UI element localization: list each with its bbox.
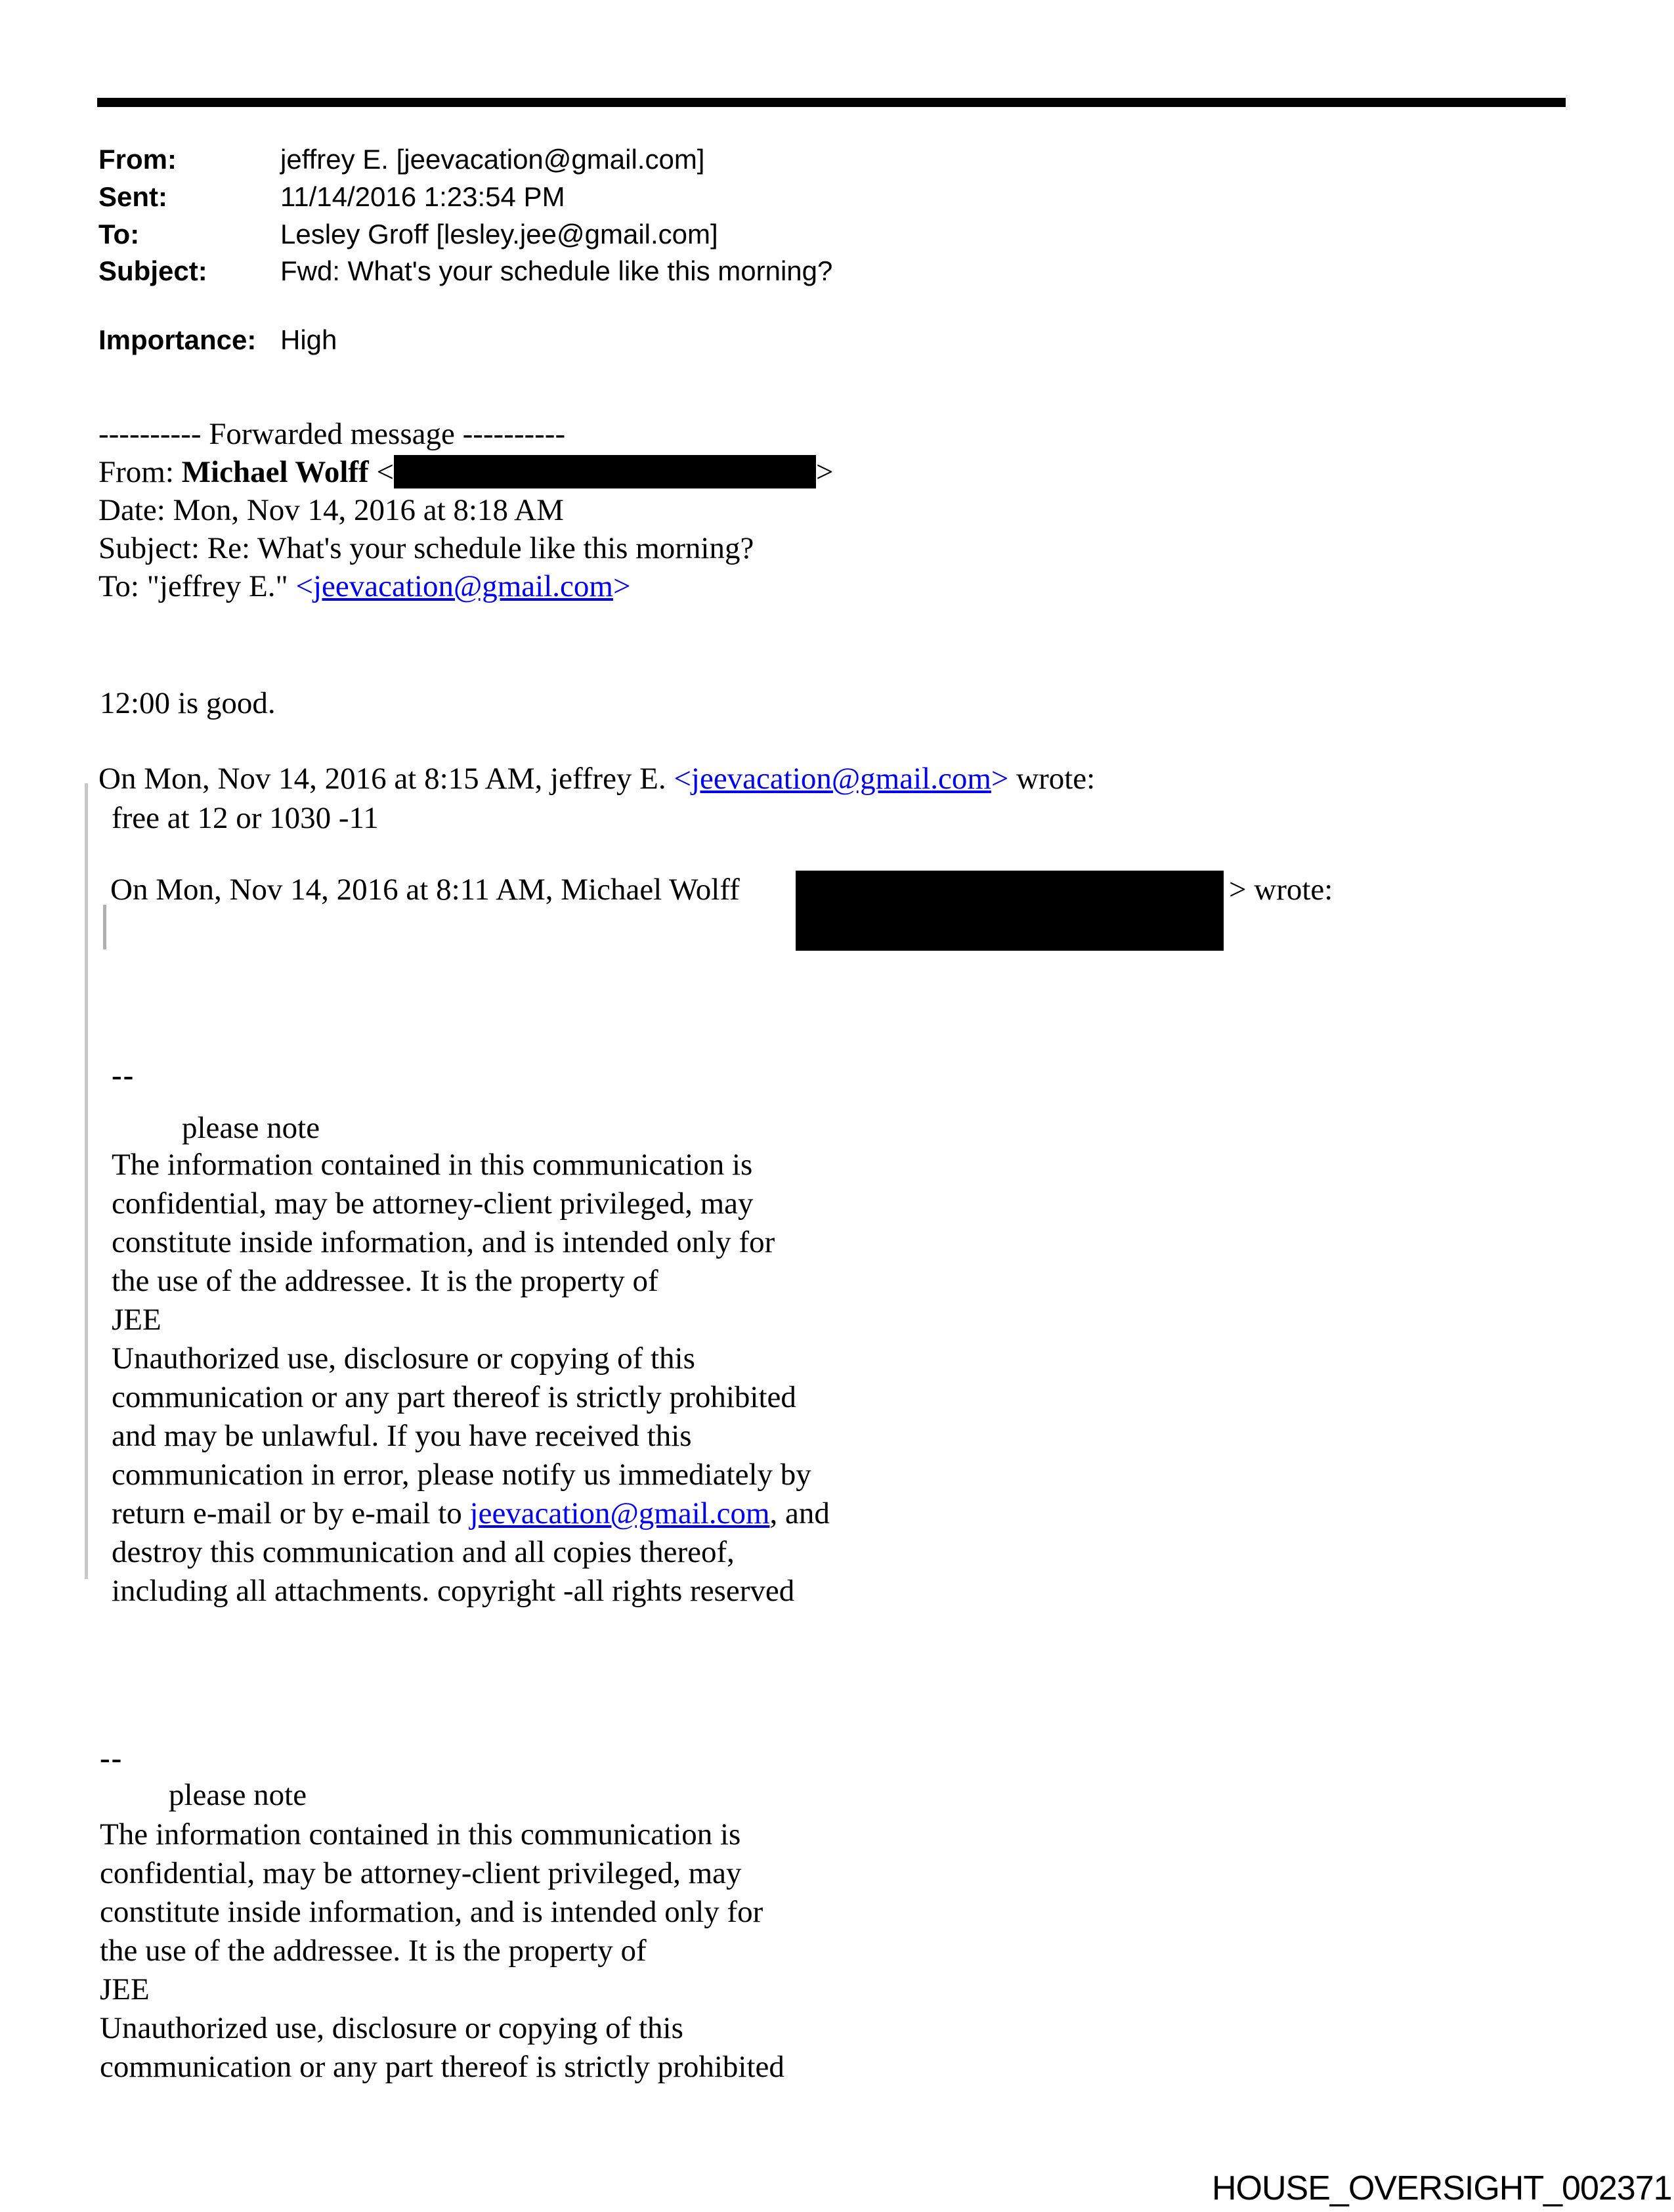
- forwarded-to-close-bracket: >: [612, 569, 631, 603]
- importance-label: Importance:: [98, 324, 257, 355]
- quote1-open-bracket: <: [674, 762, 691, 796]
- disclaimer-line: confidential, may be attorney-client privileged, may: [112, 1186, 754, 1221]
- to-label: To:: [98, 219, 140, 249]
- forwarded-subject-line: Subject: Re: What's your schedule like this morning?: [98, 531, 754, 565]
- forwarded-from-line: [98, 454, 833, 490]
- bates-number: HOUSE_OVERSIGHT_002371: [1212, 2169, 1672, 2207]
- forwarded-from-name: Michael Wolff: [181, 455, 369, 489]
- nested-quote-border-line: [103, 905, 106, 949]
- forwarded-from-close-bracket: >: [815, 455, 834, 489]
- disclaimer-line: the use of the addressee. It is the property of: [100, 1934, 647, 1968]
- signature2-note: please note: [169, 1778, 307, 1812]
- forwarded-to-line: [98, 568, 630, 605]
- quote1-header-prefix: On Mon, Nov 14, 2016 at 8:15 AM, jeffrey E.: [98, 762, 674, 796]
- top-divider-rule: [97, 98, 1566, 107]
- subject-value: Fwd: What's your schedule like this morning?: [280, 255, 833, 286]
- signature1-dashes: --: [112, 1058, 135, 1093]
- quote2-header-prefix: On Mon, Nov 14, 2016 at 8:11 AM, Michael Wolff: [110, 873, 740, 907]
- disclaimer-line: communication in error, please notify us immediately by: [112, 1458, 811, 1492]
- forwarded-divider: ---------- Forwarded message ----------: [98, 417, 566, 451]
- redaction-bar: [796, 871, 1224, 951]
- header-row-subject: [98, 255, 832, 287]
- quote2-header-suffix: > wrote:: [1229, 873, 1333, 907]
- disclaimer-line: The information contained in this communication is: [100, 1817, 741, 1852]
- header-row-sent: [98, 181, 565, 213]
- from-label: From:: [98, 144, 177, 175]
- quote1-header-suffix: wrote:: [1008, 762, 1096, 796]
- header-row-importance: [98, 324, 337, 356]
- quote1-header: [98, 760, 1095, 797]
- disclaimer-email-suffix: , and: [769, 1496, 830, 1530]
- header-row-from: [98, 144, 704, 175]
- forwarded-to-prefix: To: "jeffrey E.": [98, 569, 296, 603]
- to-value: Lesley Groff [lesley.jee@gmail.com]: [280, 219, 718, 249]
- disclaimer-line: The information contained in this communication is: [112, 1148, 753, 1182]
- sent-label: Sent:: [98, 181, 167, 212]
- disclaimer-line: the use of the addressee. It is the property of: [112, 1264, 658, 1298]
- quote1-close-bracket: >: [991, 762, 1009, 796]
- disclaimer-line: JEE: [112, 1303, 161, 1337]
- disclaimer-email-link[interactable]: jeevacation@gmail.com: [469, 1496, 770, 1530]
- disclaimer-line: and may be unlawful. If you have received this: [112, 1419, 692, 1453]
- disclaimer-line: confidential, may be attorney-client privileged, may: [100, 1856, 742, 1890]
- quoted-reply-text: free at 12 or 1030 -11: [112, 801, 379, 835]
- signature2-disclaimer: [100, 1815, 784, 2087]
- forwarded-from-open-bracket: <: [368, 455, 394, 489]
- forwarded-date-line: Date: Mon, Nov 14, 2016 at 8:18 AM: [98, 493, 564, 527]
- sent-value: 11/14/2016 1:23:54 PM: [280, 181, 565, 212]
- forwarded-to-email-link[interactable]: jeevacation@gmail.com: [312, 569, 613, 603]
- disclaimer-line: including all attachments. copyright -all rights reserved: [112, 1574, 795, 1608]
- header-row-to: [98, 219, 718, 250]
- disclaimer-email-prefix: return e-mail or by e-mail to: [112, 1496, 470, 1530]
- disclaimer-line: communication or any part thereof is strictly prohibited: [100, 2050, 784, 2084]
- disclaimer-line: constitute inside information, and is intended only for: [112, 1225, 775, 1259]
- disclaimer-email-line: [112, 1494, 830, 1533]
- quote1-email-link[interactable]: jeevacation@gmail.com: [691, 762, 991, 796]
- quote-border-line: [85, 783, 88, 1579]
- forwarded-to-open-bracket: <: [295, 569, 313, 603]
- disclaimer-line: communication or any part thereof is strictly prohibited: [112, 1380, 796, 1414]
- signature1-disclaimer: [112, 1146, 830, 1611]
- forwarded-from-prefix: From:: [98, 455, 182, 489]
- disclaimer-line: destroy this communication and all copies thereof,: [112, 1535, 735, 1569]
- from-value: jeffrey E. [jeevacation@gmail.com]: [280, 144, 705, 175]
- subject-label: Subject:: [98, 255, 207, 286]
- disclaimer-line: Unauthorized use, disclosure or copying of this: [100, 2011, 683, 2045]
- disclaimer-line: JEE: [100, 1972, 150, 2006]
- disclaimer-line: Unauthorized use, disclosure or copying of this: [112, 1341, 695, 1376]
- reply-text: 12:00 is good.: [100, 686, 276, 720]
- importance-value: High: [280, 324, 337, 355]
- disclaimer-line: constitute inside information, and is intended only for: [100, 1895, 763, 1929]
- signature1-note: please note: [182, 1111, 320, 1145]
- signature2-dashes: --: [100, 1741, 123, 1775]
- redaction-bar: [394, 455, 816, 488]
